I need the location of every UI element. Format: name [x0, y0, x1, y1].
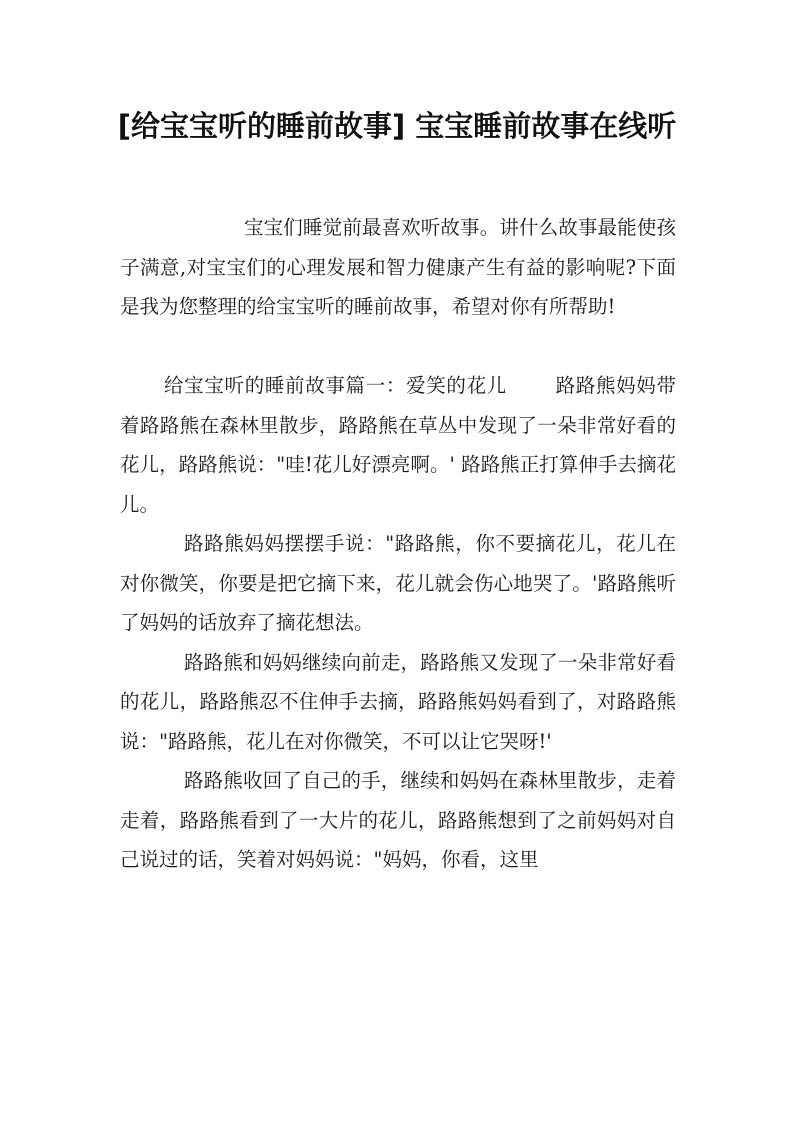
story-paragraph-3: 路路熊和妈妈继续向前走，路路熊又发现了一朵非常好看的花儿，路路熊忍不住伸手去摘，路路熊妈妈看到了，对路路熊说："路路熊，花儿在对你微笑，不可以让它哭呀!' [120, 650, 676, 753]
story-paragraph-2: 路路熊妈妈摆摆手说："路路熊，你不要摘花儿，花儿在对你微笑，你要是把它摘下来，花儿就会伤心地哭了。'路路熊听了妈妈的话放弃了摘花想法。 [120, 532, 676, 634]
paragraph-text: 路路熊妈妈带着路路熊在森林里散步，路路熊在草丛中发现了一朵非常好看的花儿，路路熊说："哇!花儿好漂亮啊。' 路路熊正打算伸手去摘花儿。 [120, 374, 676, 516]
page-title: [给宝宝听的睡前故事] 宝宝睡前故事在线听 [117, 109, 677, 143]
article-body [120, 208, 676, 880]
section-heading: 给宝宝听的睡前故事篇一：爱笑的花儿 [164, 374, 507, 397]
story-paragraph-1 [120, 366, 676, 524]
intro-paragraph: 宝宝们睡觉前最喜欢听故事。讲什么故事最能使孩子满意,对宝宝们的心理发展和智力健康产生有益的影响呢?下面是我为您整理的给宝宝听的睡前故事，希望对你有所帮助! [120, 216, 676, 318]
paragraph-spacer [120, 327, 676, 367]
story-paragraph-4: 路路熊收回了自己的手，继续和妈妈在森林里散步，走着走着，路路熊看到了一大片的花儿，路路熊想到了之前妈妈对自己说过的话，笑着对妈妈说："妈妈，你看，这里 [120, 769, 676, 871]
